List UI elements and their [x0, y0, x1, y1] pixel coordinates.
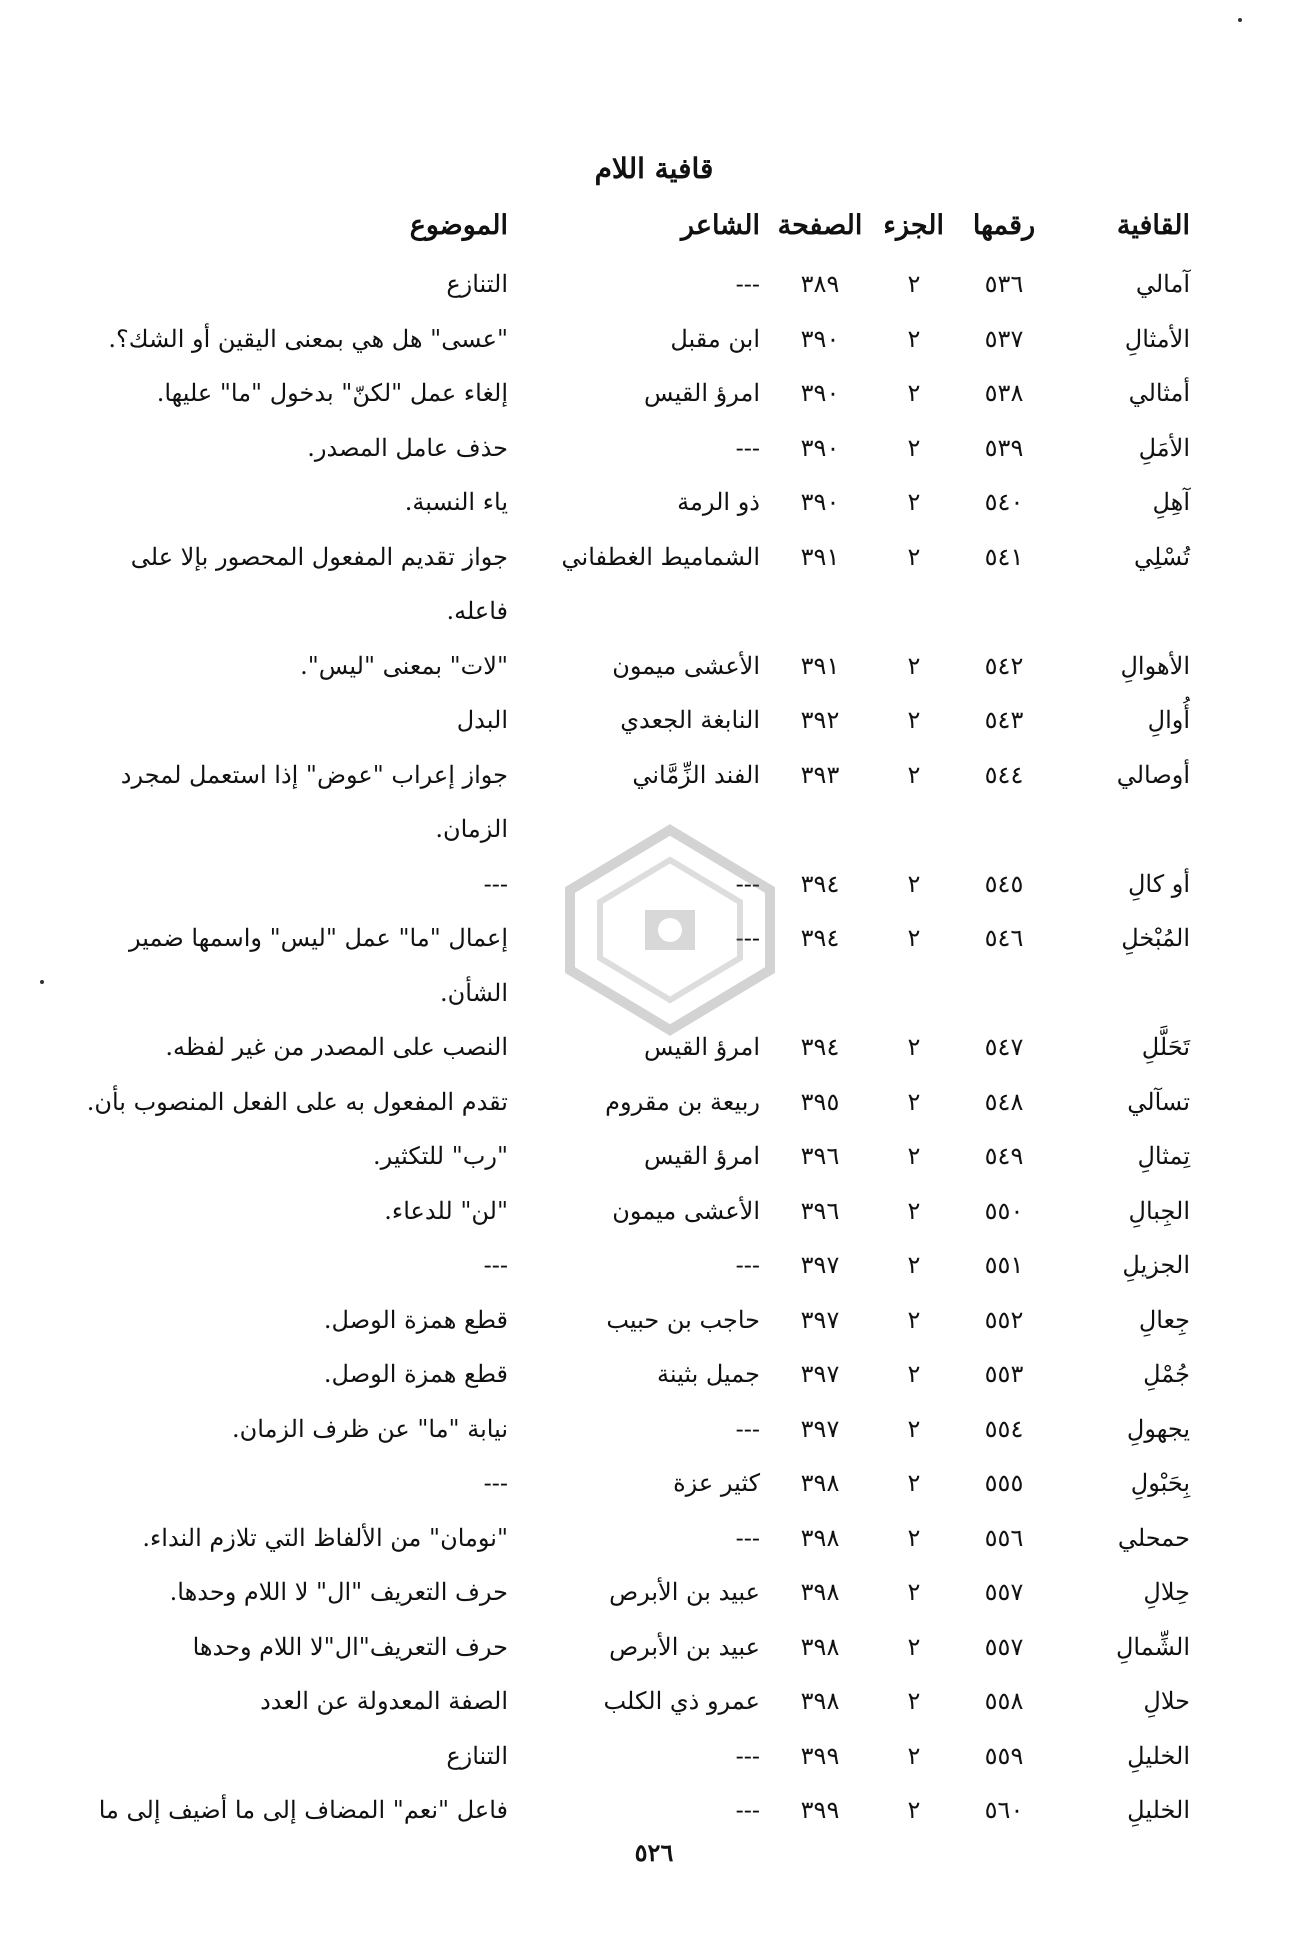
cell-topic: حرف التعريف "ال" لا اللام وحدها. — [169, 1578, 508, 1606]
cell-rhyme: بِحَبْولِ — [1130, 1469, 1190, 1497]
cell-number: ٥٤٢ — [984, 652, 1024, 680]
header-number: رقمها — [972, 210, 1036, 241]
table-row — [0, 1142, 1308, 1186]
cell-topic: --- — [483, 1469, 508, 1497]
cell-number: ٥٥٧ — [984, 1578, 1024, 1606]
cell-poet: --- — [735, 270, 760, 298]
table-row — [0, 270, 1308, 314]
cell-topic: --- — [483, 1251, 508, 1279]
cell-number: ٥٥٢ — [984, 1306, 1024, 1334]
table-row — [0, 706, 1308, 750]
cell-topic: --- — [483, 870, 508, 898]
cell-number: ٥٤٩ — [984, 1142, 1024, 1170]
cell-topic-continuation: الزمان. — [435, 815, 508, 843]
cell-page: ٣٩٨ — [800, 1578, 840, 1606]
cell-number: ٥٥٧ — [984, 1633, 1024, 1661]
cell-part: ٢ — [907, 1360, 921, 1388]
cell-part: ٢ — [907, 706, 921, 734]
table-row — [0, 1088, 1308, 1132]
cell-topic: "لن" للدعاء. — [384, 1197, 508, 1225]
cell-part: ٢ — [907, 1033, 921, 1061]
cell-topic: البدل — [456, 706, 508, 734]
cell-part: ٢ — [907, 379, 921, 407]
cell-part: ٢ — [907, 1469, 921, 1497]
cell-number: ٥٤٧ — [984, 1033, 1024, 1061]
cell-page: ٣٩٣ — [800, 761, 840, 789]
cell-topic: التنازع — [446, 270, 508, 298]
cell-poet: ربيعة بن مقروم — [605, 1088, 760, 1116]
cell-topic: التنازع — [446, 1742, 508, 1770]
cell-poet: النابغة الجعدي — [620, 706, 760, 734]
table-row — [0, 488, 1308, 532]
cell-rhyme: الأمَلِ — [1138, 434, 1190, 462]
table-row — [0, 1742, 1308, 1786]
cell-part: ٢ — [907, 543, 921, 571]
cell-poet: امرؤ القيس — [644, 379, 760, 407]
cell-poet: الفند الزِّمَّاني — [632, 761, 760, 789]
cell-part: ٢ — [907, 1633, 921, 1661]
page-number: ٥٢٦ — [634, 1838, 674, 1867]
table-row — [0, 434, 1308, 478]
cell-number: ٥٤٠ — [984, 488, 1024, 516]
cell-number: ٥٣٦ — [984, 270, 1024, 298]
cell-poet: --- — [735, 1251, 760, 1279]
cell-poet: امرؤ القيس — [644, 1033, 760, 1061]
cell-poet: --- — [735, 870, 760, 898]
cell-part: ٢ — [907, 924, 921, 952]
cell-rhyme: جُمْلِ — [1143, 1360, 1190, 1388]
cell-number: ٥٦٠ — [984, 1796, 1024, 1824]
table-header — [0, 210, 1308, 250]
table-row — [0, 1469, 1308, 1513]
section-title: قافية اللام — [594, 152, 714, 185]
cell-topic-continuation: الشأن. — [440, 979, 508, 1007]
header-rhyme: القافية — [1116, 210, 1190, 241]
cell-number: ٥٤١ — [984, 543, 1024, 571]
cell-page: ٣٩٧ — [800, 1360, 840, 1388]
cell-number: ٥٣٨ — [984, 379, 1024, 407]
table-row — [0, 1796, 1308, 1840]
cell-part: ٢ — [907, 1796, 921, 1824]
cell-rhyme: تَحَلَّلِ — [1141, 1033, 1190, 1061]
cell-topic: النصب على المصدر من غير لفظه. — [165, 1033, 508, 1061]
cell-poet: امرؤ القيس — [644, 1142, 760, 1170]
cell-rhyme: حلالِ — [1143, 1687, 1190, 1715]
header-topic: الموضوع — [409, 210, 508, 241]
cell-topic: قطع همزة الوصل. — [323, 1306, 508, 1334]
cell-rhyme: الجزيلِ — [1122, 1251, 1190, 1279]
cell-poet: كثير عزة — [673, 1469, 760, 1497]
cell-part: ٢ — [907, 325, 921, 353]
scan-speck — [1238, 18, 1242, 22]
cell-poet: عبيد بن الأبرص — [609, 1633, 760, 1661]
cell-rhyme: الشِّمالِ — [1115, 1633, 1190, 1661]
cell-topic: الصفة المعدولة عن العدد — [260, 1687, 508, 1715]
cell-page: ٣٩٠ — [800, 325, 840, 353]
cell-rhyme: الأهوالِ — [1120, 652, 1190, 680]
cell-page: ٣٩٨ — [800, 1633, 840, 1661]
cell-part: ٢ — [907, 1524, 921, 1552]
cell-rhyme: حمحلي — [1117, 1524, 1190, 1552]
cell-part: ٢ — [907, 1142, 921, 1170]
cell-topic: إلغاء عمل "لكنّ" بدخول "ما" عليها. — [156, 379, 508, 407]
cell-poet: الشماميط الغطفاني — [561, 543, 760, 571]
cell-poet: ذو الرمة — [677, 488, 760, 516]
table-row — [0, 652, 1308, 696]
cell-rhyme: تُسْلِي — [1133, 543, 1190, 571]
cell-number: ٥٤٣ — [984, 706, 1024, 734]
cell-number: ٥٥٠ — [984, 1197, 1024, 1225]
table-row — [0, 1524, 1308, 1568]
cell-page: ٣٩٠ — [800, 434, 840, 462]
cell-number: ٥٣٩ — [984, 434, 1024, 462]
cell-topic: "نومان" من الألفاظ التي تلازم النداء. — [142, 1524, 508, 1552]
cell-number: ٥٤٦ — [984, 924, 1024, 952]
cell-poet: --- — [735, 1796, 760, 1824]
cell-poet: --- — [735, 1415, 760, 1443]
cell-page: ٣٩٤ — [800, 1033, 840, 1061]
cell-topic: فاعل "نعم" المضاف إلى ما أضيف إلى ما — [98, 1796, 508, 1824]
cell-page: ٣٩٨ — [800, 1687, 840, 1715]
cell-rhyme: الجِبالِ — [1128, 1197, 1190, 1225]
cell-part: ٢ — [907, 1088, 921, 1116]
table-row — [0, 1251, 1308, 1295]
cell-page: ٣٩٥ — [800, 1088, 840, 1116]
cell-number: ٥٤٤ — [984, 761, 1024, 789]
cell-topic: إعمال "ما" عمل "ليس" واسمها ضمير — [129, 924, 508, 952]
cell-page: ٣٩١ — [800, 543, 840, 571]
cell-topic: نيابة "ما" عن ظرف الزمان. — [232, 1415, 508, 1443]
cell-number: ٥٤٥ — [984, 870, 1024, 898]
cell-rhyme: يجهولِ — [1126, 1415, 1190, 1443]
cell-page: ٣٩١ — [800, 652, 840, 680]
table-row — [0, 379, 1308, 423]
cell-topic: حرف التعريف"ال"لا اللام وحدها — [192, 1633, 508, 1661]
cell-number: ٥٥٤ — [984, 1415, 1024, 1443]
cell-number: ٥٣٧ — [984, 325, 1024, 353]
cell-number: ٥٥٣ — [984, 1360, 1024, 1388]
table-row — [0, 325, 1308, 369]
cell-poet: حاجب بن حبيب — [606, 1306, 760, 1334]
cell-topic: تقدم المفعول به على الفعل المنصوب بأن. — [86, 1088, 508, 1116]
cell-rhyme: جِعالِ — [1138, 1306, 1190, 1334]
cell-rhyme: آهِلِ — [1152, 488, 1190, 516]
cell-number: ٥٥٥ — [984, 1469, 1024, 1497]
cell-page: ٣٩٦ — [800, 1142, 840, 1170]
header-part: الجزء — [883, 210, 944, 241]
cell-topic-continuation: فاعله. — [446, 597, 508, 625]
cell-part: ٢ — [907, 434, 921, 462]
cell-page: ٣٩٩ — [800, 1742, 840, 1770]
cell-part: ٢ — [907, 488, 921, 516]
cell-part: ٢ — [907, 1251, 921, 1279]
cell-rhyme: أُوالِ — [1147, 706, 1190, 734]
cell-topic: ياء النسبة. — [404, 488, 508, 516]
cell-part: ٢ — [907, 1197, 921, 1225]
cell-page: ٣٩٤ — [800, 870, 840, 898]
cell-number: ٥٥٩ — [984, 1742, 1024, 1770]
cell-part: ٢ — [907, 1687, 921, 1715]
cell-topic: حذف عامل المصدر. — [307, 434, 508, 462]
cell-poet: --- — [735, 924, 760, 952]
cell-page: ٣٩٦ — [800, 1197, 840, 1225]
cell-rhyme: الأمثالِ — [1124, 325, 1190, 353]
table-row — [0, 1687, 1308, 1731]
cell-topic: "رب" للتكثير. — [373, 1142, 508, 1170]
cell-page: ٣٩٧ — [800, 1251, 840, 1279]
cell-page: ٣٩٤ — [800, 924, 840, 952]
cell-part: ٢ — [907, 761, 921, 789]
cell-rhyme: أوصالي — [1116, 761, 1190, 789]
cell-number: ٥٥٨ — [984, 1687, 1024, 1715]
cell-rhyme: المُبْخلِ — [1121, 924, 1190, 952]
watermark-logo-icon — [520, 820, 820, 1040]
cell-page: ٣٨٩ — [800, 270, 840, 298]
cell-poet: الأعشى ميمون — [612, 1197, 760, 1225]
cell-poet: جميل بثينة — [656, 1360, 760, 1388]
table-row — [0, 1306, 1308, 1350]
cell-part: ٢ — [907, 870, 921, 898]
cell-topic: جواز تقديم المفعول المحصور بإلا على — [130, 543, 508, 571]
cell-rhyme: آمالي — [1135, 270, 1190, 298]
cell-poet: الأعشى ميمون — [612, 652, 760, 680]
cell-page: ٣٩٩ — [800, 1796, 840, 1824]
cell-page: ٣٩٠ — [800, 379, 840, 407]
cell-part: ٢ — [907, 1578, 921, 1606]
cell-poet: --- — [735, 1524, 760, 1552]
cell-page: ٣٩٧ — [800, 1415, 840, 1443]
cell-part: ٢ — [907, 1415, 921, 1443]
cell-rhyme: تسآلي — [1127, 1088, 1190, 1116]
cell-number: ٥٥٦ — [984, 1524, 1024, 1552]
cell-rhyme: الخليلِ — [1127, 1796, 1190, 1824]
table-row — [0, 761, 1308, 805]
cell-topic: قطع همزة الوصل. — [323, 1360, 508, 1388]
table-row — [0, 1197, 1308, 1241]
cell-rhyme: حِلالِ — [1143, 1578, 1190, 1606]
cell-number: ٥٤٨ — [984, 1088, 1024, 1116]
cell-rhyme: الخليلِ — [1127, 1742, 1190, 1770]
cell-page: ٣٩٨ — [800, 1469, 840, 1497]
cell-poet: عمرو ذي الكلب — [603, 1687, 760, 1715]
cell-part: ٢ — [907, 1306, 921, 1334]
cell-poet: --- — [735, 434, 760, 462]
cell-topic: "لات" بمعنى "ليس". — [300, 652, 508, 680]
cell-page: ٣٩٨ — [800, 1524, 840, 1552]
cell-rhyme: أمثالي — [1128, 379, 1190, 407]
cell-rhyme: أو كالِ — [1127, 870, 1190, 898]
cell-number: ٥٥١ — [984, 1251, 1024, 1279]
cell-part: ٢ — [907, 652, 921, 680]
header-poet: الشاعر — [680, 210, 760, 241]
cell-page: ٣٩٠ — [800, 488, 840, 516]
scan-speck — [40, 980, 44, 984]
cell-poet: عبيد بن الأبرص — [609, 1578, 760, 1606]
cell-topic: جواز إعراب "عوض" إذا استعمل لمجرد — [120, 761, 508, 789]
cell-poet: --- — [735, 1742, 760, 1770]
table-row — [0, 1360, 1308, 1404]
cell-part: ٢ — [907, 270, 921, 298]
cell-rhyme: تِمثالِ — [1137, 1142, 1190, 1170]
table-row — [0, 543, 1308, 587]
cell-page: ٣٩٢ — [800, 706, 840, 734]
table-row — [0, 1578, 1308, 1622]
cell-page: ٣٩٧ — [800, 1306, 840, 1334]
cell-topic: "عسى" هل هي بمعنى اليقين أو الشك؟. — [108, 325, 508, 353]
cell-poet: ابن مقبل — [670, 325, 760, 353]
cell-part: ٢ — [907, 1742, 921, 1770]
table-row — [0, 1415, 1308, 1459]
header-page: الصفحة — [777, 210, 863, 241]
table-row — [0, 1633, 1308, 1677]
